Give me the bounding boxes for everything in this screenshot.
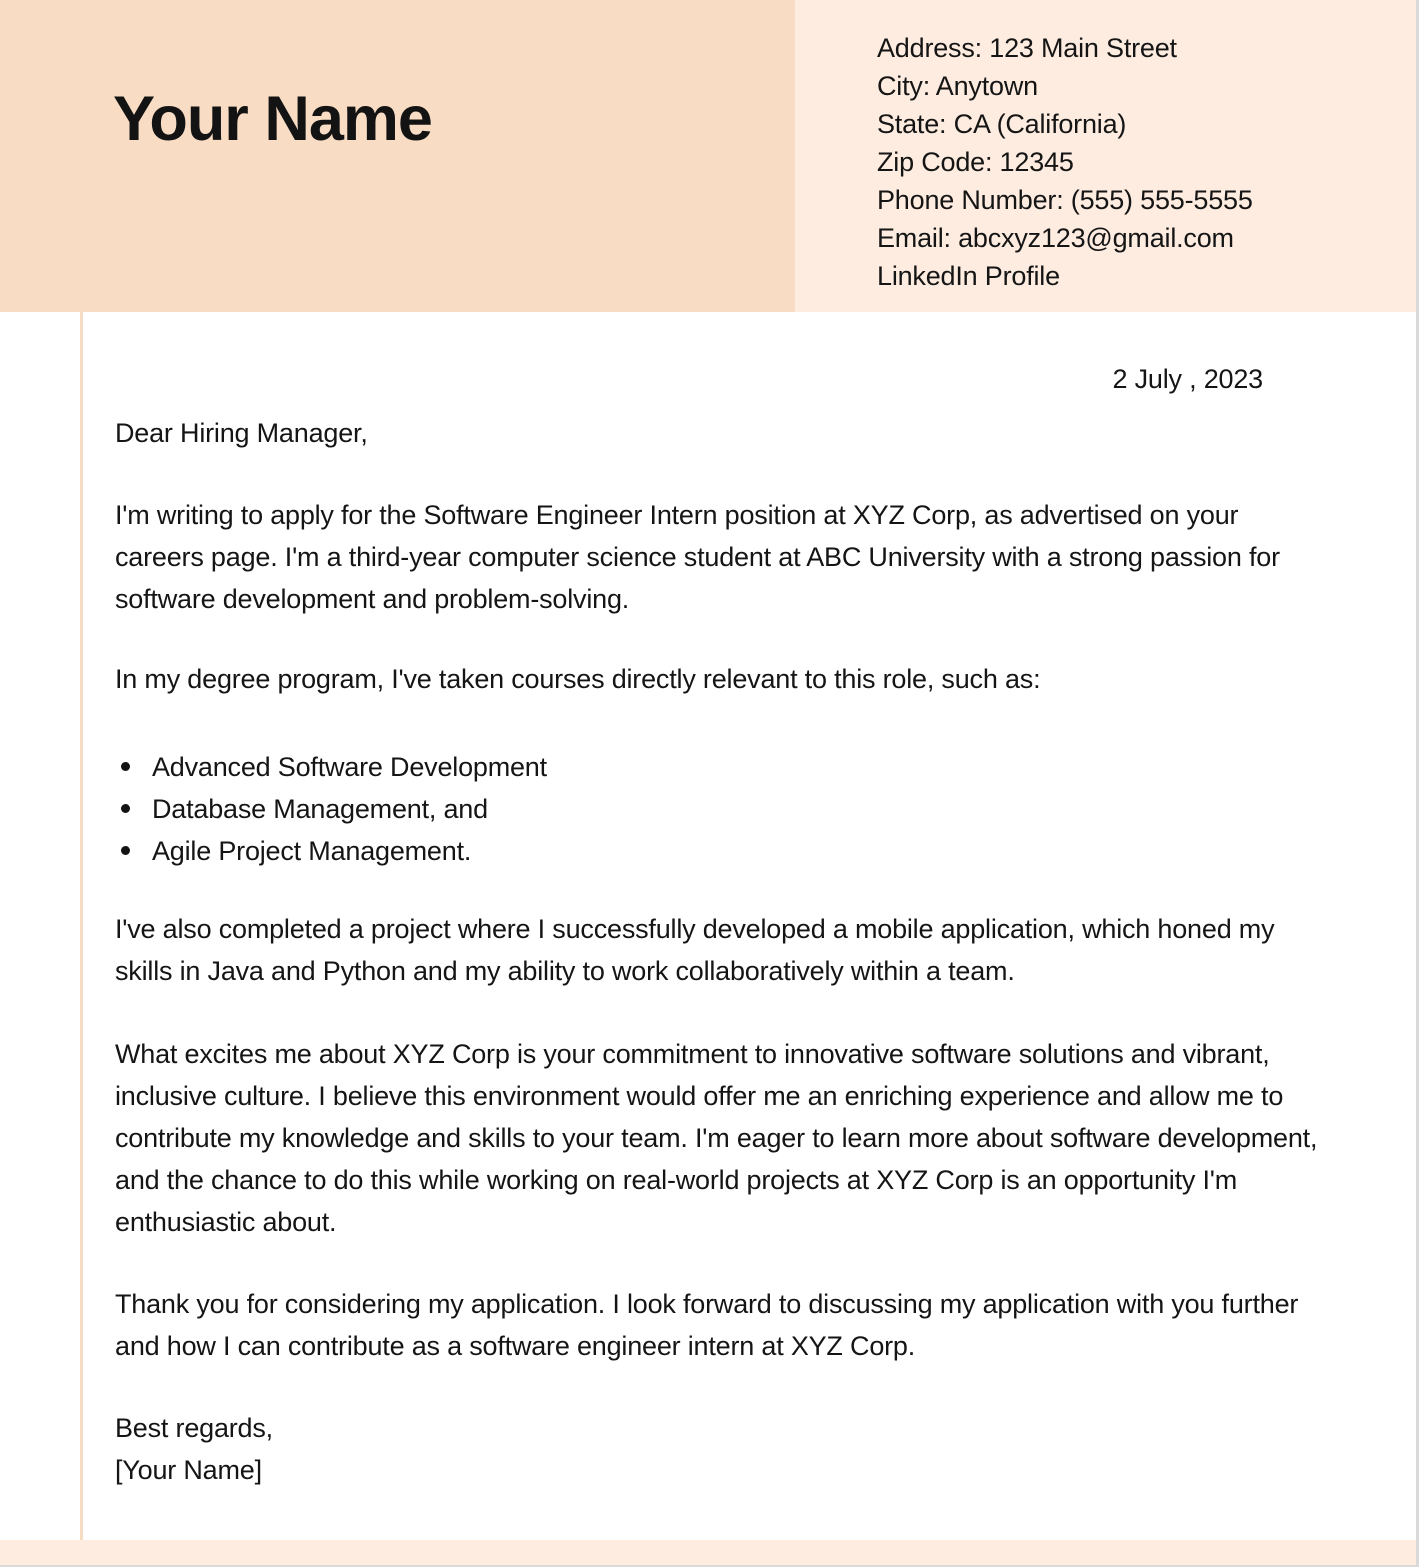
closing-block [115,1407,1329,1491]
footer-accent-strip [0,1540,1416,1565]
applicant-name-title: Your Name [113,84,432,154]
contact-zip: Zip Code: 12345 [877,147,1074,177]
list-item: Agile Project Management. [115,830,1329,872]
letter-header [0,0,1416,312]
paragraph-intro: I'm writing to apply for the Software Engineer Intern position at XYZ Corp, as advertised on your careers page. I'm a third-year computer science student at ABC University with a strong passion for software development and problem-solving. [115,500,1280,614]
list-item: Database Management, and [115,788,1329,830]
header-contact-panel [795,0,1416,312]
contact-linkedin: LinkedIn Profile [877,261,1060,291]
contact-email: Email: abcxyz123@gmail.com [877,223,1234,253]
letter-body [0,312,1416,1540]
contact-state: State: CA (California) [877,109,1127,139]
list-item: Advanced Software Development [115,746,1329,788]
closing-regards: Best regards, [115,1413,273,1443]
contact-city: City: Anytown [877,71,1038,101]
paragraph-thanks: Thank you for considering my application. I look forward to discussing my application with you further and how I can contribute as a software engineer intern at XYZ Corp. [115,1289,1299,1361]
paragraph-motivation: What excites me about XYZ Corp is your commitment to innovative software solutions and vibrant, inclusive culture. I believe this environment would offer me an enriching experience and allow me to contribute my knowledge and skills to your team. I'm eager to learn more about software development, and the chance to do this while working on real-world projects at XYZ Corp is an opportunity I'm enthusiastic about. [115,1039,1318,1237]
left-accent-line [80,312,83,1540]
paragraph-project: I've also completed a project where I successfully developed a mobile application, which honed my skills in Java and Python and my ability to work collaboratively within a team. [115,914,1275,986]
closing-signature: [Your Name] [115,1455,262,1485]
header-name-panel [0,0,795,312]
letter-date: 2 July , 2023 [1112,364,1263,394]
paragraph-courses-lead: In my degree program, I've taken courses directly relevant to this role, such as: [115,664,1041,694]
contact-phone: Phone Number: (555) 555-5555 [877,185,1253,215]
greeting-line: Dear Hiring Manager, [115,418,368,448]
contact-address: Address: 123 Main Street [877,33,1177,63]
course-bullet-list [115,746,1329,872]
